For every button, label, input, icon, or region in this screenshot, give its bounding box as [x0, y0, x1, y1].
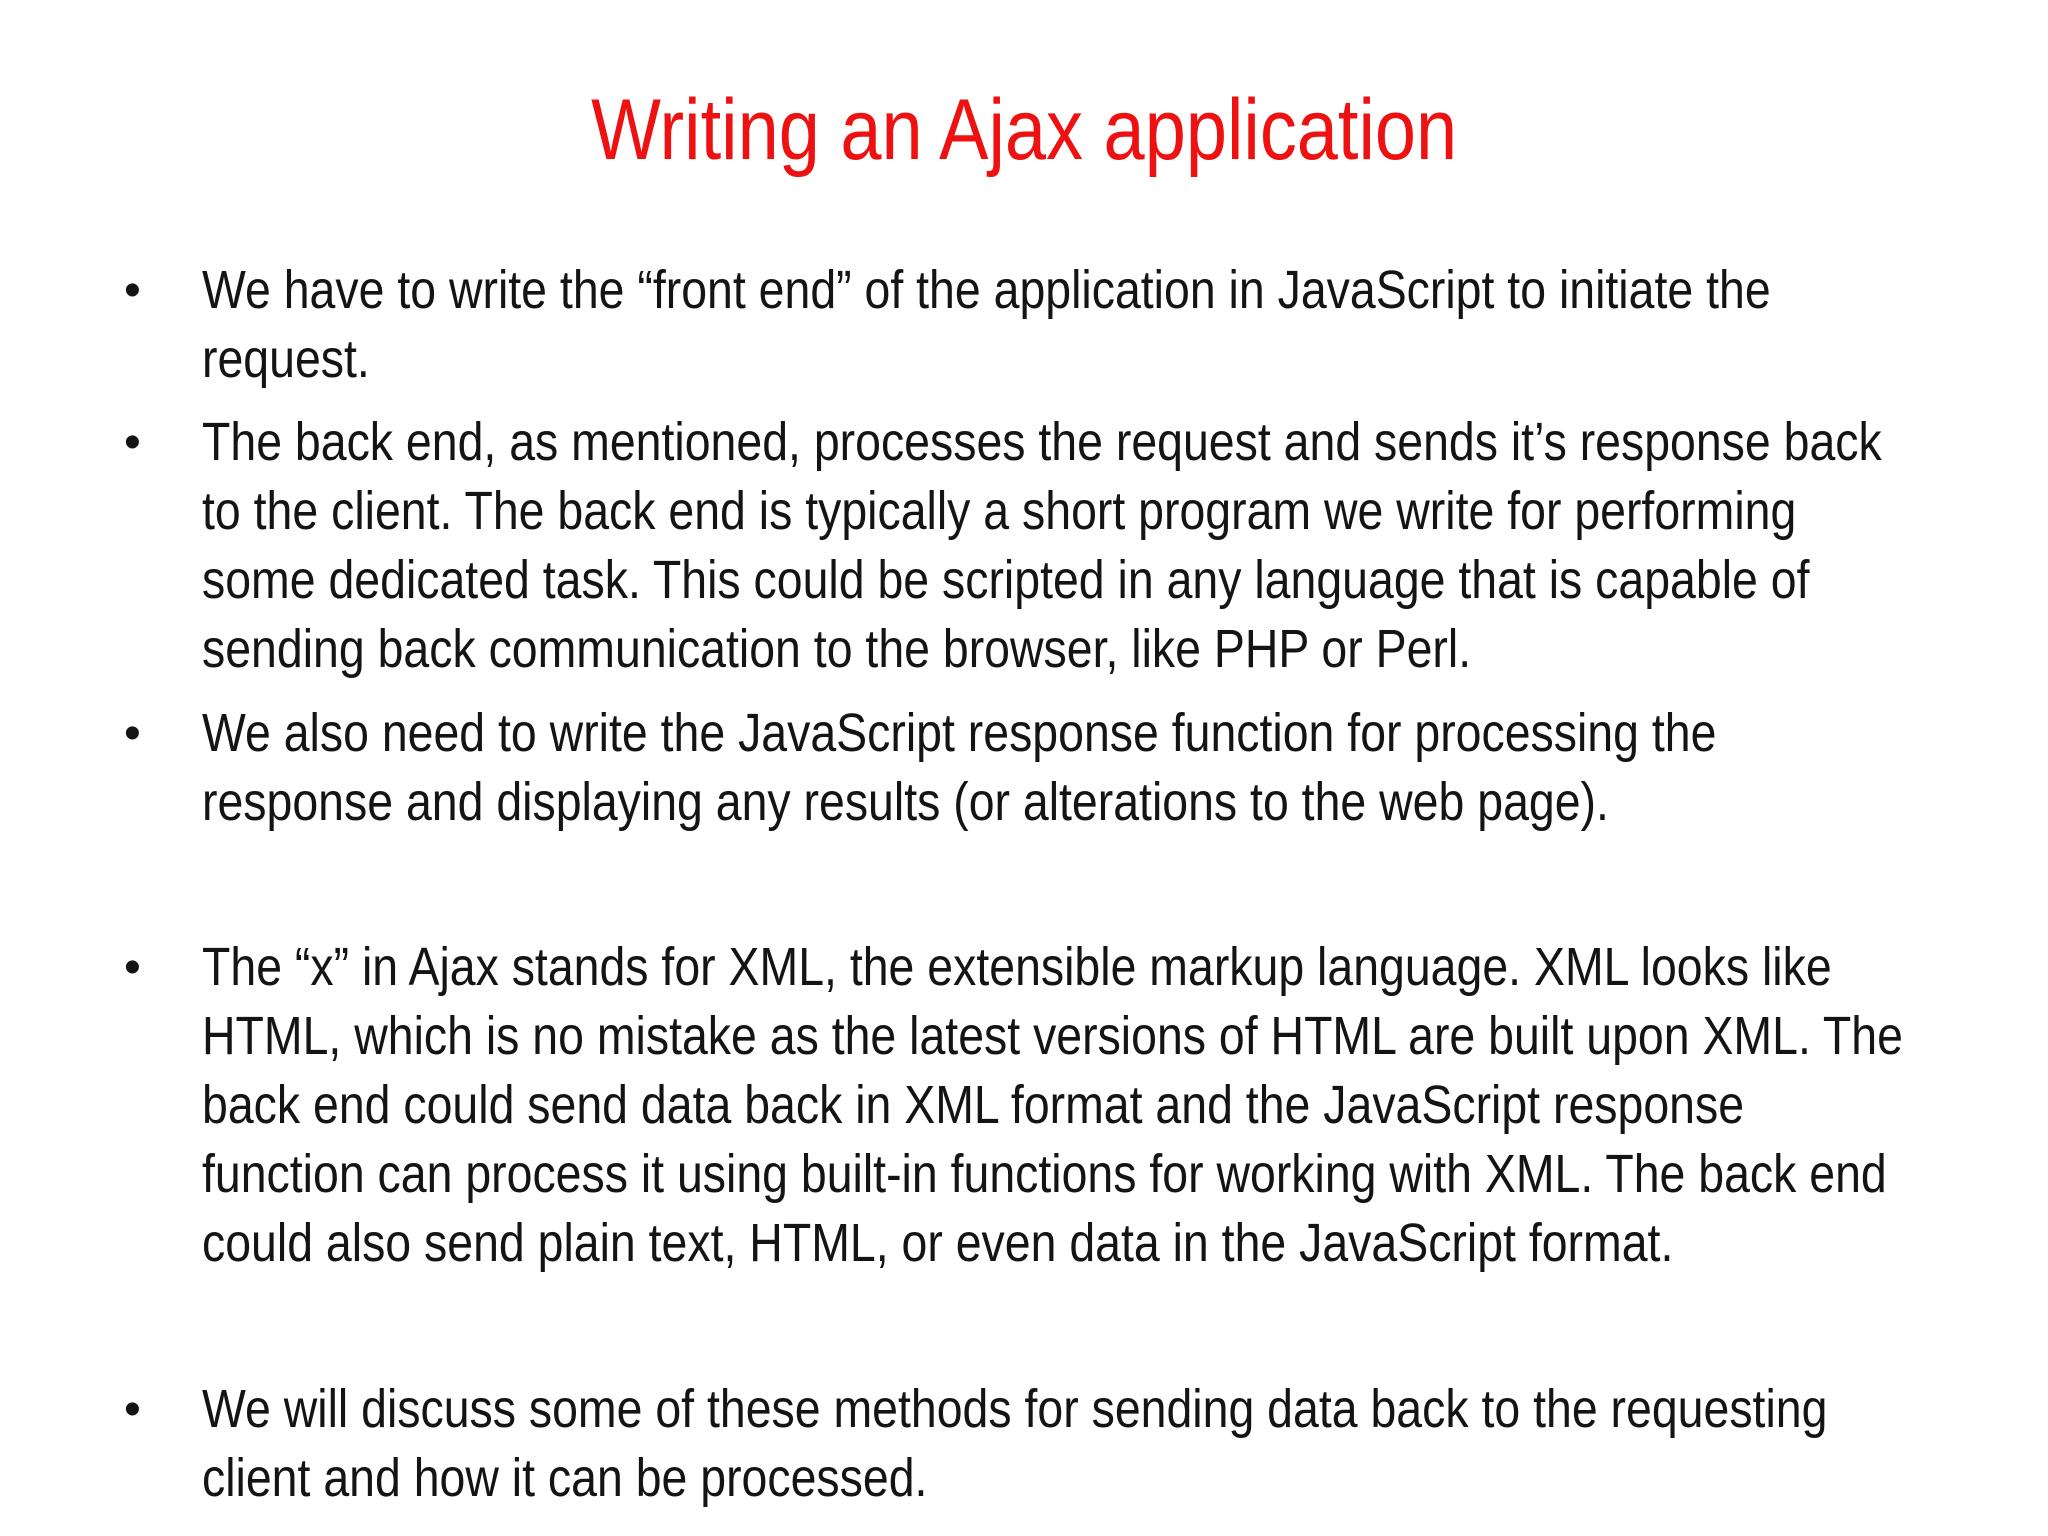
- bullet-line: We also need to write the JavaScript response function for processing the: [202, 703, 1717, 763]
- bullet-line: some dedicated task. This could be scripted in any language that is capable of: [202, 550, 1810, 610]
- bullet-line: The “x” in Ajax stands for XML, the extensible markup language. XML looks like: [202, 937, 1832, 997]
- bullet-text: [202, 408, 1882, 684]
- bullet-line: could also send plain text, HTML, or even data in the JavaScript format.: [202, 1213, 1674, 1273]
- bullet-line: sending back communication to the browser, like PHP or Perl.: [202, 619, 1472, 679]
- bullet-marker: •: [124, 941, 141, 994]
- bullet-marker: •: [124, 264, 141, 317]
- bullet-line: response and displaying any results (or alterations to the web page).: [202, 772, 1609, 832]
- bullet-line: function can process it using built-in functions for working with XML. The back end: [202, 1144, 1887, 1204]
- bullet-line: We will discuss some of these methods for sending data back to the requesting: [202, 1379, 1828, 1439]
- bullet-line: client and how it can be processed.: [202, 1448, 928, 1508]
- bullet-line: request.: [202, 329, 370, 389]
- bullet-text: [202, 1375, 1828, 1513]
- bullet-line: back end could send data back in XML format and the JavaScript response: [202, 1075, 1745, 1135]
- bullet-text: [202, 256, 1771, 394]
- bullet-text: [202, 933, 1903, 1278]
- bullet-line: to the client. The back end is typically a short program we write for performing: [202, 481, 1797, 541]
- bullet-line: The back end, as mentioned, processes the request and sends it’s response back: [202, 412, 1882, 472]
- bullet-text: [202, 699, 1750, 837]
- slide-title: Writing an Ajax application: [591, 82, 1458, 178]
- bullet-line: HTML, which is no mistake as the latest versions of HTML are built upon XML. The: [202, 1006, 1903, 1066]
- bullet-line: We have to write the “front end” of the application in JavaScript to initiate the: [202, 260, 1771, 320]
- bullet-marker: •: [124, 416, 141, 469]
- bullet-marker: •: [124, 707, 141, 760]
- bullet-marker: •: [124, 1383, 141, 1436]
